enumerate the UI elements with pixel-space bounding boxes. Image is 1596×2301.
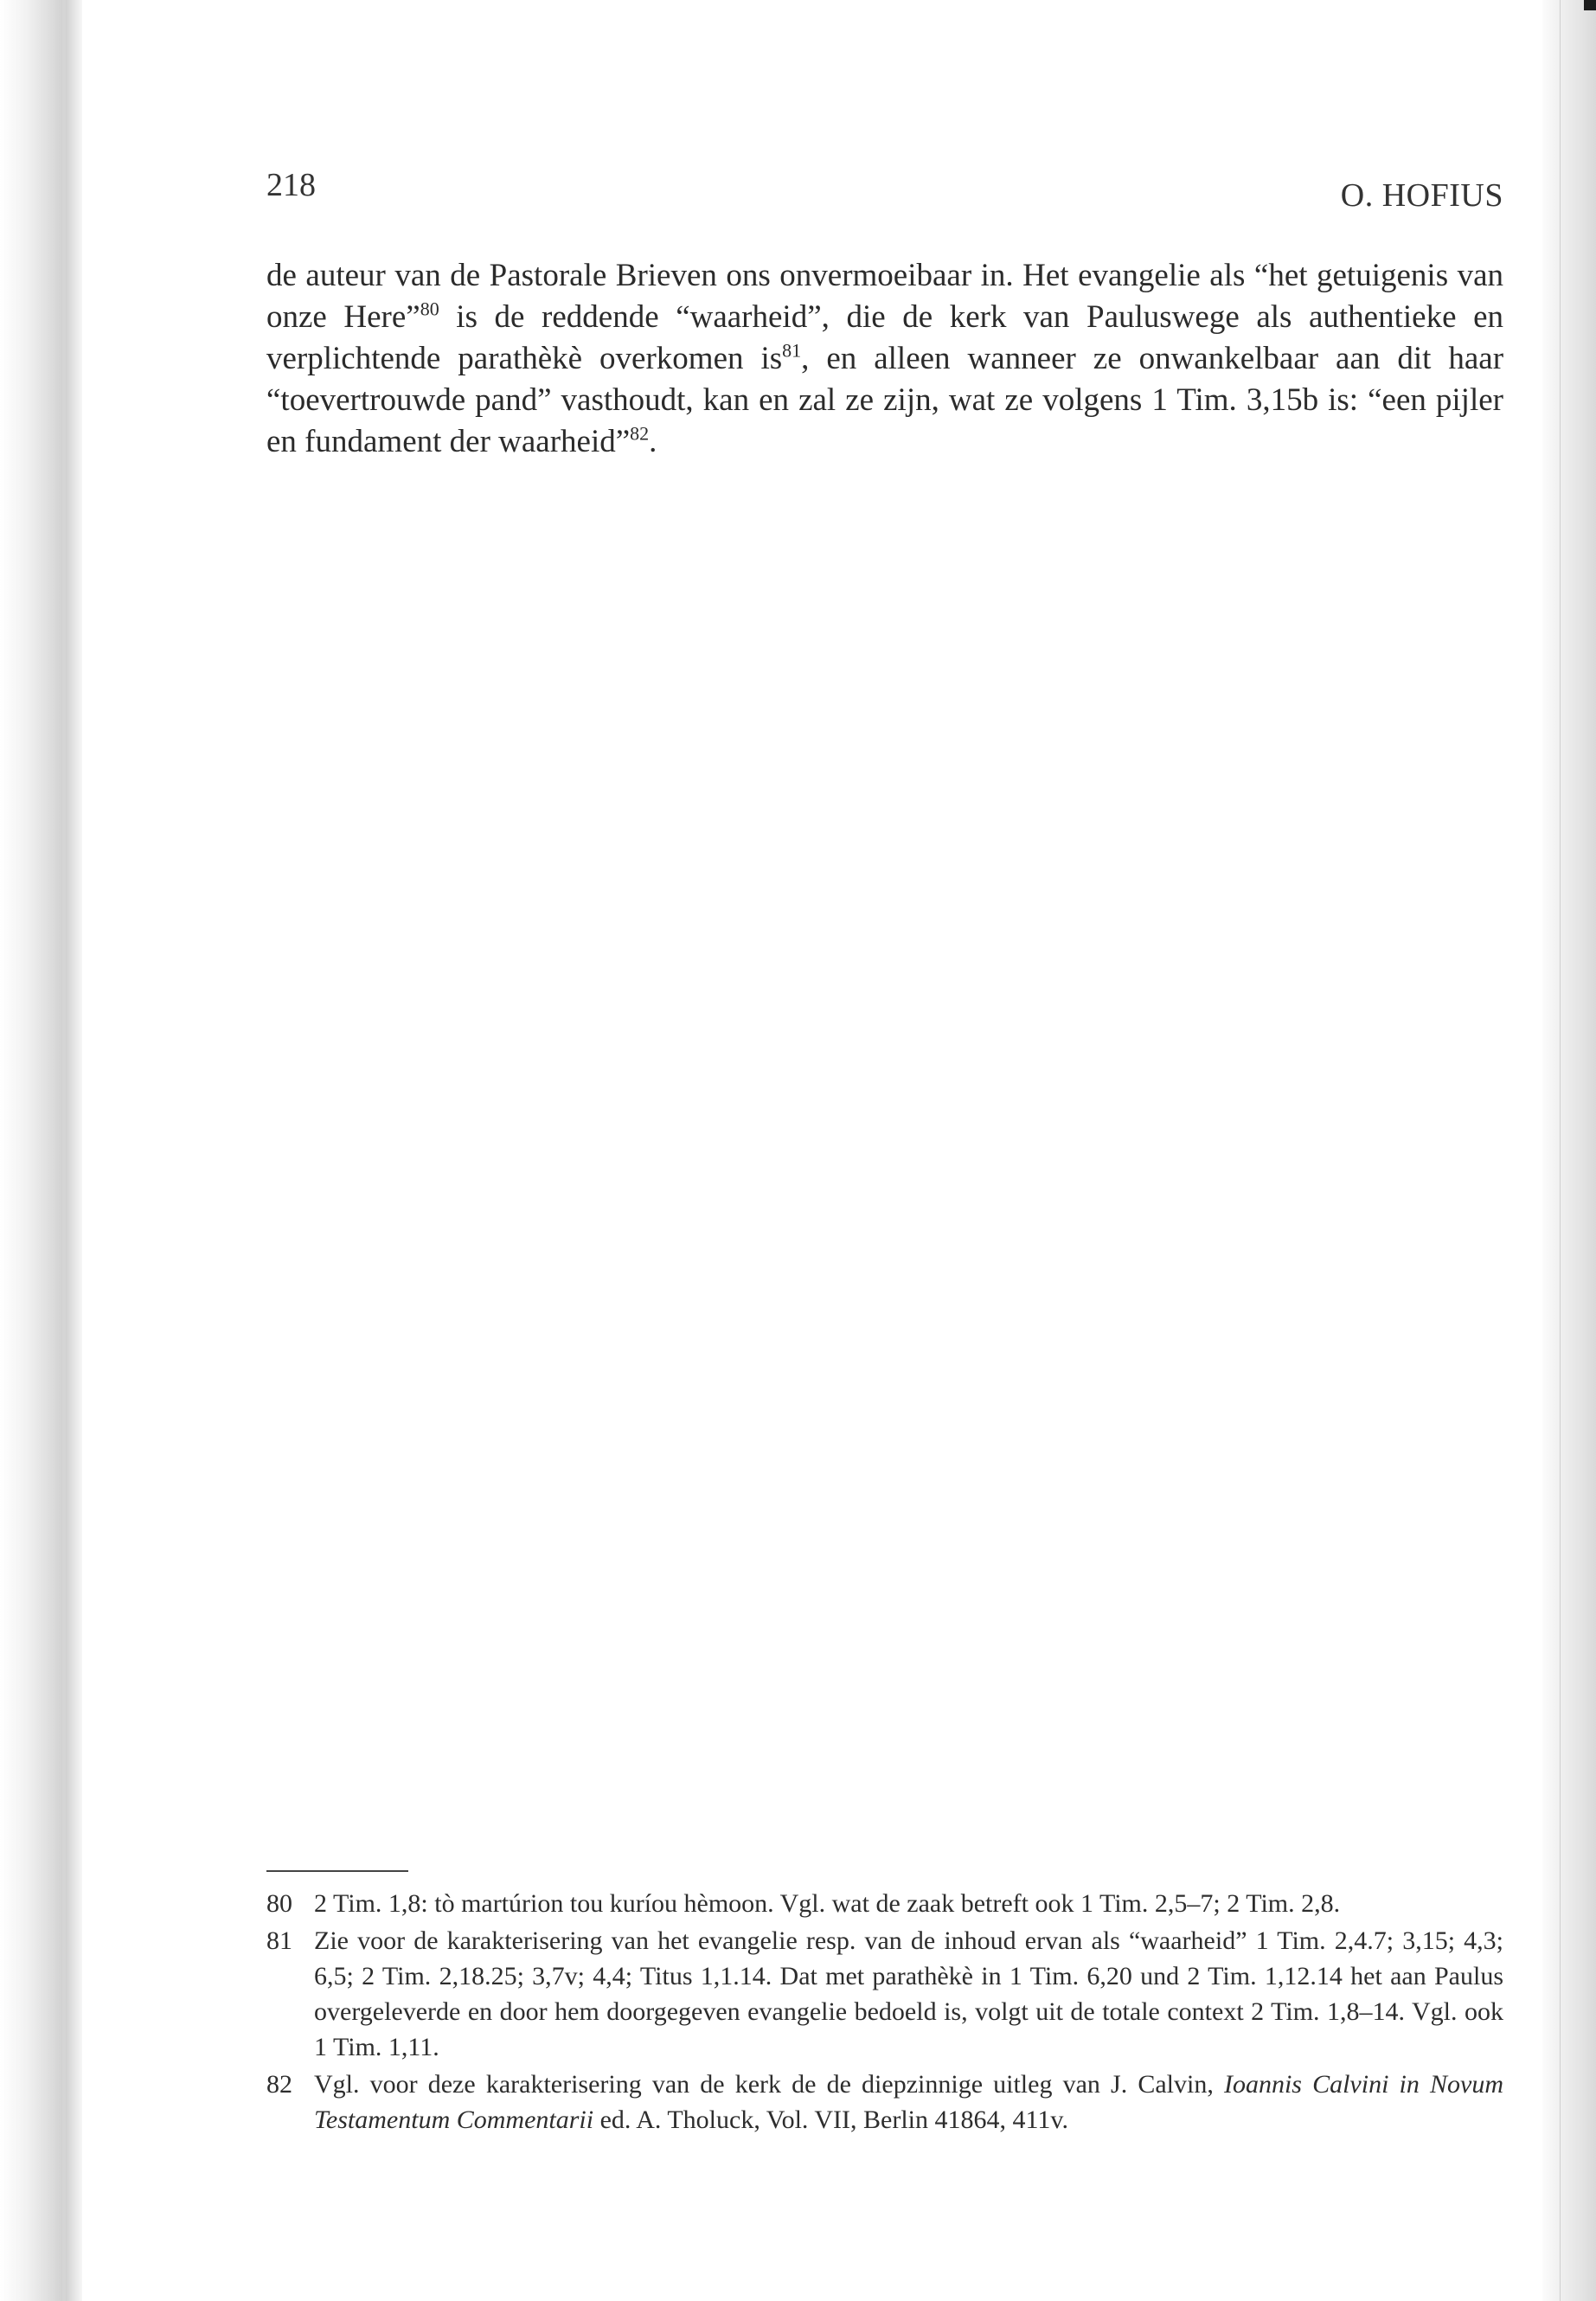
footnote-text: Zie voor de karakterisering van het evangelie resp. van de inhoud ervan als “waarheid” 1 Tim. 2,4.7; 3,15; 4,3; 6,5; 2 Tim. 2,18.25; 3,7v; 4,4; Titus 1,1.14. Dat met parathèkè in 1 Tim. 6,20 und 2 Tim. 1,12.14 het aan Paulus overgeleverde en door hem doorgegeven evangelie bedoeld is, volgt uit de totale context 2 Tim. 1,8–14. Vgl. ook 1 Tim. 1,11.: [314, 1926, 1503, 2061]
page-content: [266, 156, 1503, 495]
footnote-ref-80[interactable]: 80: [420, 298, 439, 320]
scan-right-edge: [1542, 0, 1596, 2301]
footnote-number: 80: [266, 1889, 292, 1918]
running-head-author: O. HOFIUS: [1340, 177, 1503, 214]
footnote-ref-81[interactable]: 81: [782, 339, 802, 362]
footnote-book-title: Ioannis Calvini in Novum Testamentum Commentarii: [314, 2070, 1503, 2134]
footnote-81: [266, 1923, 1503, 2065]
footnote-number: 81: [266, 1926, 292, 1955]
footnote-80: [266, 1886, 1503, 1921]
scan-gutter-shadow: [0, 0, 82, 2301]
footnote-text: 2 Tim. 1,8: tò martúrion tou kuríou hèmoon. Vgl. wat de zaak betreft ook 1 Tim. 2,5–7; 2 Tim. 2,8.: [314, 1889, 1341, 1918]
body-text-part: is de reddende “waarheid”, die de kerk van Pauluswege als authentieke en verplichtende parathèkè overkomen is: [266, 299, 1504, 376]
footnote-text: ed. A. Tholuck, Vol. VII, Berlin 41864, 411v.: [593, 2106, 1068, 2134]
body-text-part: , en alleen wanneer ze onwankelbaar aan dit haar “toevertrouwde pand” vasthoudt, kan en zal ze zijn, wat ze volgens 1 Tim. 3,15b is: “een pijler en fundament der waarheid”: [266, 341, 1504, 459]
footnote-text: Vgl. voor deze karakterisering van de kerk de de diepzinnige uitleg van J. Calvin,: [314, 2070, 1224, 2099]
body-text-part: de auteur van de Pastorale Brieven ons onvermoeibaar in. Het evangelie als “het getuigenis van onze Here”: [266, 258, 1503, 335]
page-number: 218: [266, 167, 316, 203]
footnote-ref-82[interactable]: 82: [630, 422, 650, 445]
footnote-82: [266, 2067, 1503, 2138]
body-paragraph: [266, 255, 1503, 463]
footnote-number: 82: [266, 2070, 292, 2099]
footnote-separator: [266, 1870, 408, 1872]
body-text-part: .: [649, 424, 657, 459]
footnotes-section: [266, 1870, 1503, 2139]
running-head: [266, 156, 1503, 214]
